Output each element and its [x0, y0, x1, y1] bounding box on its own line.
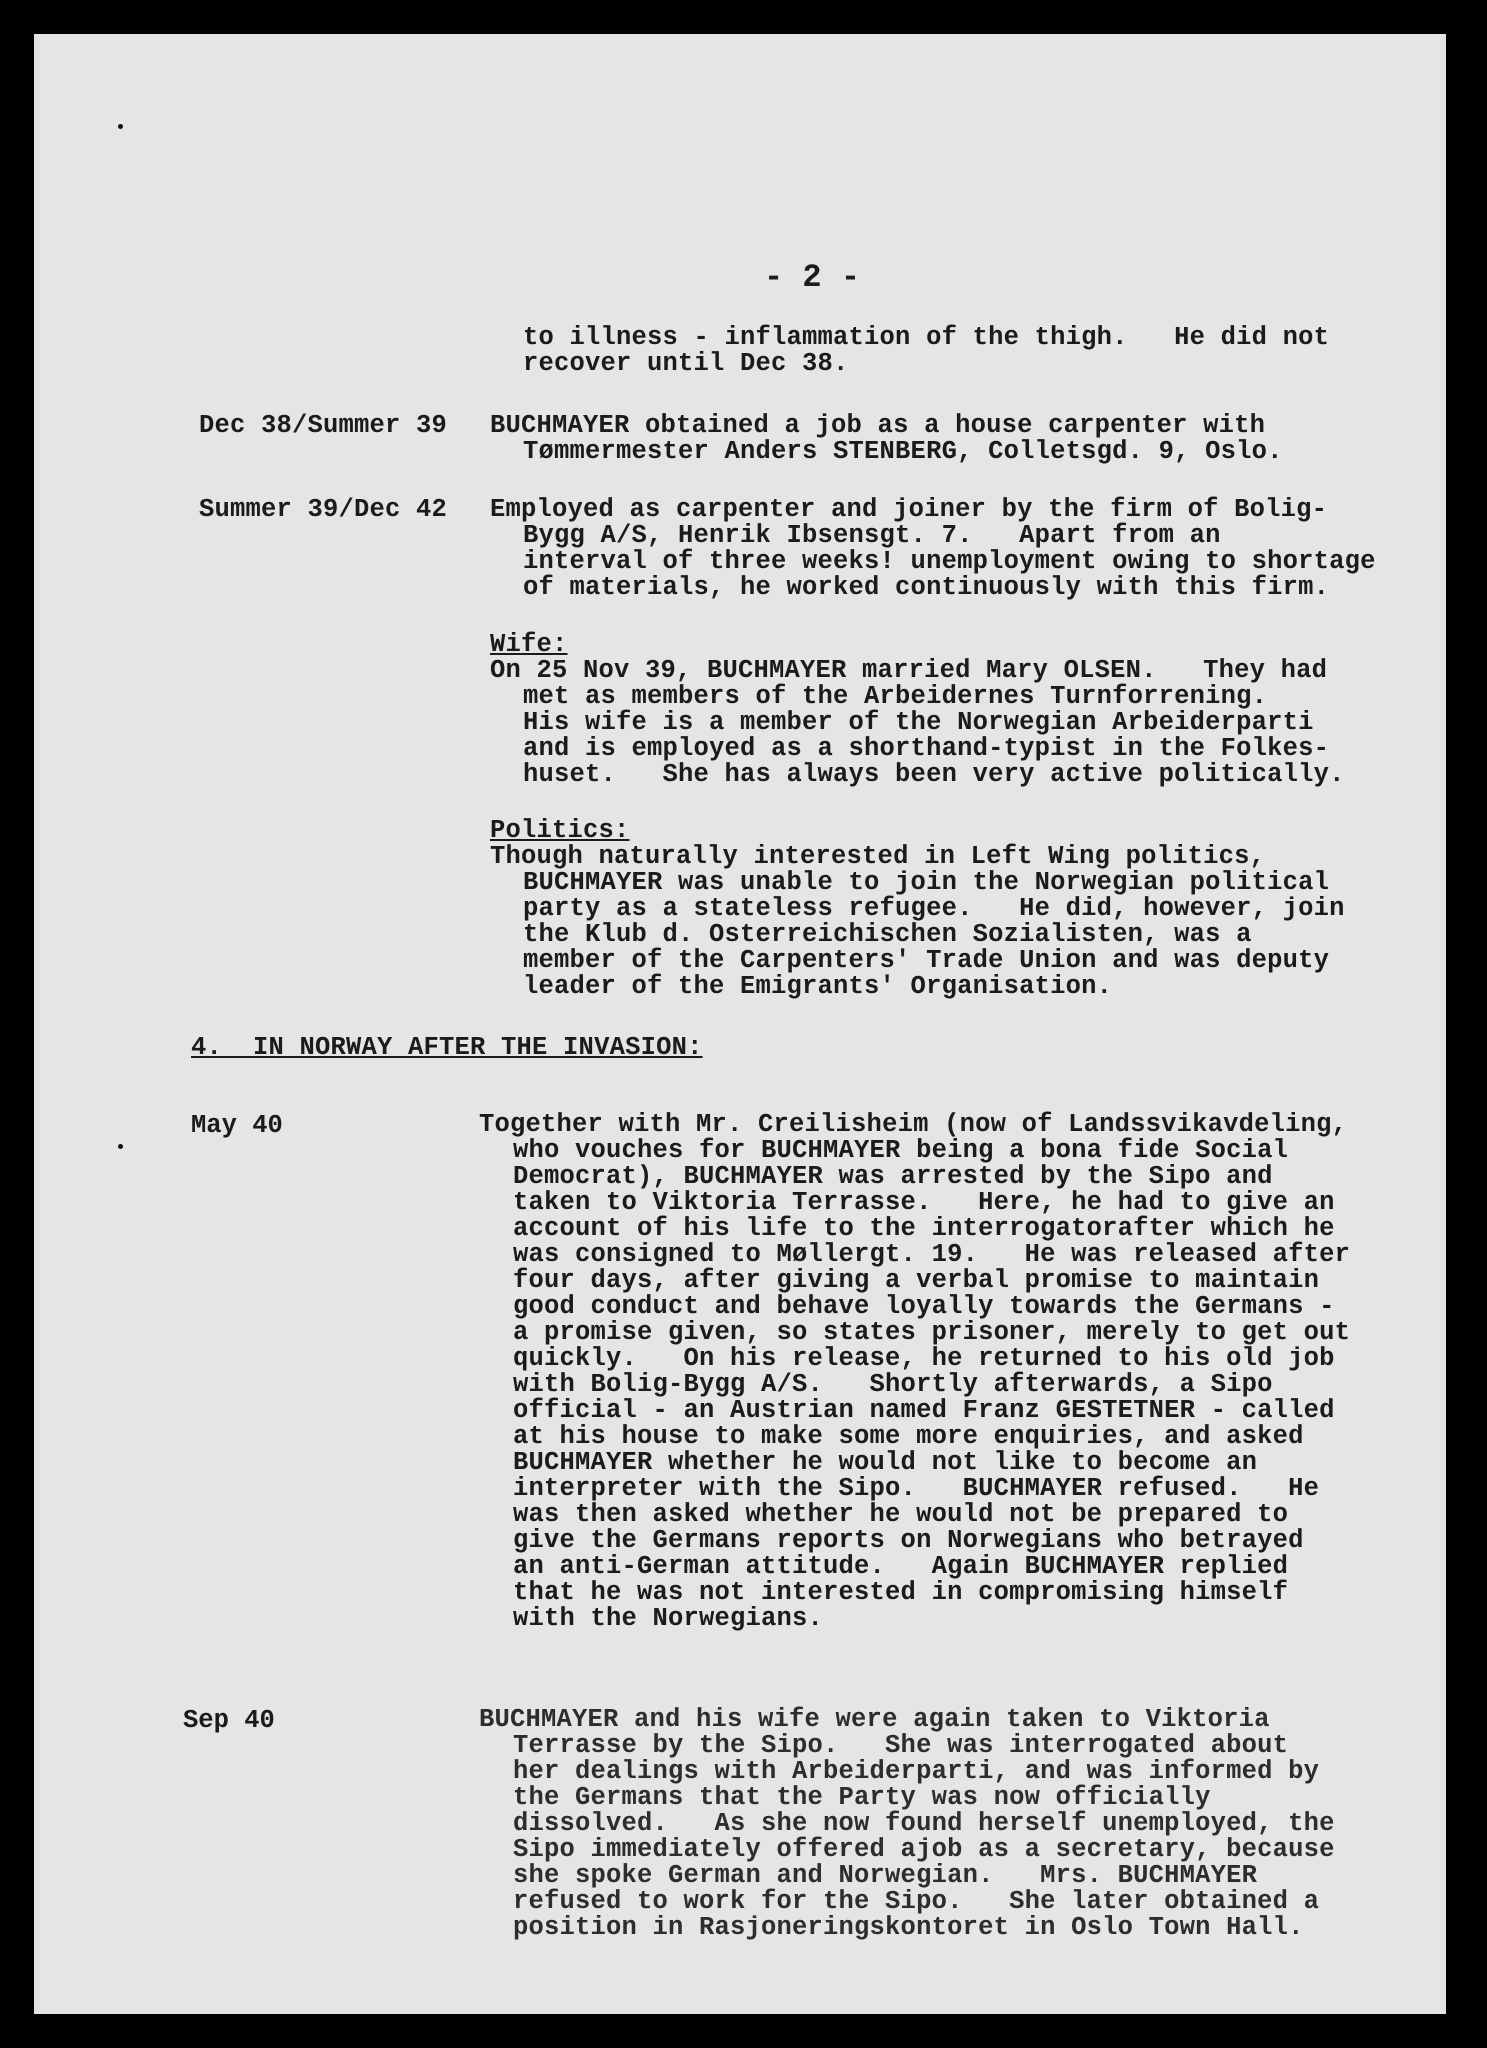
text-line: BUCHMAYER whether he would not like to become an — [513, 1448, 1258, 1477]
text-line: four days, after giving a verbal promise to maintain — [513, 1266, 1320, 1295]
text-line: huset. She has always been very active politically. — [523, 760, 1345, 789]
text-line: an anti-German attitude. Again BUCHMAYER replied — [513, 1552, 1289, 1581]
text-line: account of his life to the interrogatorafter which he — [513, 1214, 1335, 1243]
text-line: His wife is a member of the Norwegian Arbeiderparti — [523, 708, 1314, 737]
text-line: On 25 Nov 39, BUCHMAYER married Mary OLSEN. They had — [490, 656, 1328, 685]
text-line: BUCHMAYER was unable to join the Norwegian political — [523, 868, 1330, 897]
text-line: was then asked whether he would not be prepared to — [513, 1500, 1289, 1529]
margin-speck — [118, 1144, 123, 1149]
entry-period: Summer 39/Dec 42 — [199, 495, 448, 524]
text-line: to illness - inflammation of the thigh. He did not — [523, 323, 1330, 352]
text-line: with Bolig-Bygg A/S. Shortly afterwards, a Sipo — [513, 1370, 1273, 1399]
text-line: who vouches for BUCHMAYER being a bona fide Social — [513, 1136, 1289, 1165]
margin-speck — [118, 124, 123, 129]
entry-date: Sep 40 — [183, 1706, 275, 1735]
text-line: refused to work for the Sipo. She later obtained a — [513, 1887, 1320, 1916]
text-line: the Klub d. Osterreichischen Sozialisten, was a — [523, 920, 1252, 949]
text-line: Employed as carpenter and joiner by the firm of Bolig- — [490, 495, 1328, 524]
page-number: - 2 - — [764, 259, 861, 296]
text-line: party as a stateless refugee. He did, however, join — [523, 894, 1345, 923]
document-page — [34, 34, 1446, 2014]
text-line: Sipo immediately offered ajob as a secretary, because — [513, 1835, 1335, 1864]
text-line: met as members of the Arbeidernes Turnforrening. — [523, 682, 1268, 711]
text-line: at his house to make some more enquiries, and asked — [513, 1422, 1304, 1451]
text-line: her dealings with Arbeiderparti, and was informed by — [513, 1757, 1320, 1786]
text-line: Tømmermester Anders STENBERG, Colletsgd. 9, Oslo. — [523, 437, 1283, 466]
entry-date: May 40 — [191, 1111, 283, 1140]
text-line: was consigned to Møllergt. 19. He was released after — [513, 1240, 1351, 1269]
text-line: the Germans that the Party was now officially — [513, 1783, 1211, 1812]
wife-heading: Wife: — [490, 630, 568, 659]
section-heading: 4. IN NORWAY AFTER THE INVASION: — [191, 1033, 703, 1062]
text-line: of materials, he worked continuously with this firm. — [523, 573, 1330, 602]
text-line: leader of the Emigrants' Organisation. — [523, 972, 1113, 1001]
text-line: recover until Dec 38. — [523, 349, 849, 378]
text-line: Terrasse by the Sipo. She was interrogated about — [513, 1731, 1289, 1760]
politics-heading: Politics: — [490, 816, 630, 845]
text-line: interval of three weeks! unemployment owing to shortage — [523, 547, 1376, 576]
text-line: BUCHMAYER and his wife were again taken to Viktoria — [479, 1705, 1270, 1734]
text-line: dissolved. As she now found herself unemployed, the — [513, 1809, 1335, 1838]
text-line: Bygg A/S, Henrik Ibsensgt. 7. Apart from an — [523, 521, 1221, 550]
text-line: quickly. On his release, he returned to his old job — [513, 1344, 1335, 1373]
text-line: official - an Austrian named Franz GESTETNER - called — [513, 1396, 1335, 1425]
text-line: good conduct and behave loyally towards the Germans - — [513, 1292, 1335, 1321]
text-line: and is employed as a shorthand-typist in the Folkes- — [523, 734, 1330, 763]
text-line: interpreter with the Sipo. BUCHMAYER refused. He — [513, 1474, 1320, 1503]
text-line: a promise given, so states prisoner, merely to get out — [513, 1318, 1351, 1347]
text-line: give the Germans reports on Norwegians who betrayed — [513, 1526, 1304, 1555]
text-line: with the Norwegians. — [513, 1604, 824, 1633]
text-line: Democrat), BUCHMAYER was arrested by the Sipo and — [513, 1162, 1273, 1191]
text-line: taken to Viktoria Terrasse. Here, he had to give an — [513, 1188, 1335, 1217]
text-line: Though naturally interested in Left Wing politics, — [490, 842, 1266, 871]
text-line: BUCHMAYER obtained a job as a house carpenter with — [490, 411, 1266, 440]
text-line: that he was not interested in compromising himself — [513, 1578, 1289, 1607]
text-line: Together with Mr. Creilisheim (now of Landssvikavdeling, — [479, 1110, 1348, 1139]
entry-period: Dec 38/Summer 39 — [199, 411, 448, 440]
text-line: she spoke German and Norwegian. Mrs. BUCHMAYER — [513, 1861, 1258, 1890]
text-line: member of the Carpenters' Trade Union and was deputy — [523, 946, 1330, 975]
text-line: position in Rasjoneringskontoret in Oslo Town Hall. — [513, 1913, 1304, 1942]
